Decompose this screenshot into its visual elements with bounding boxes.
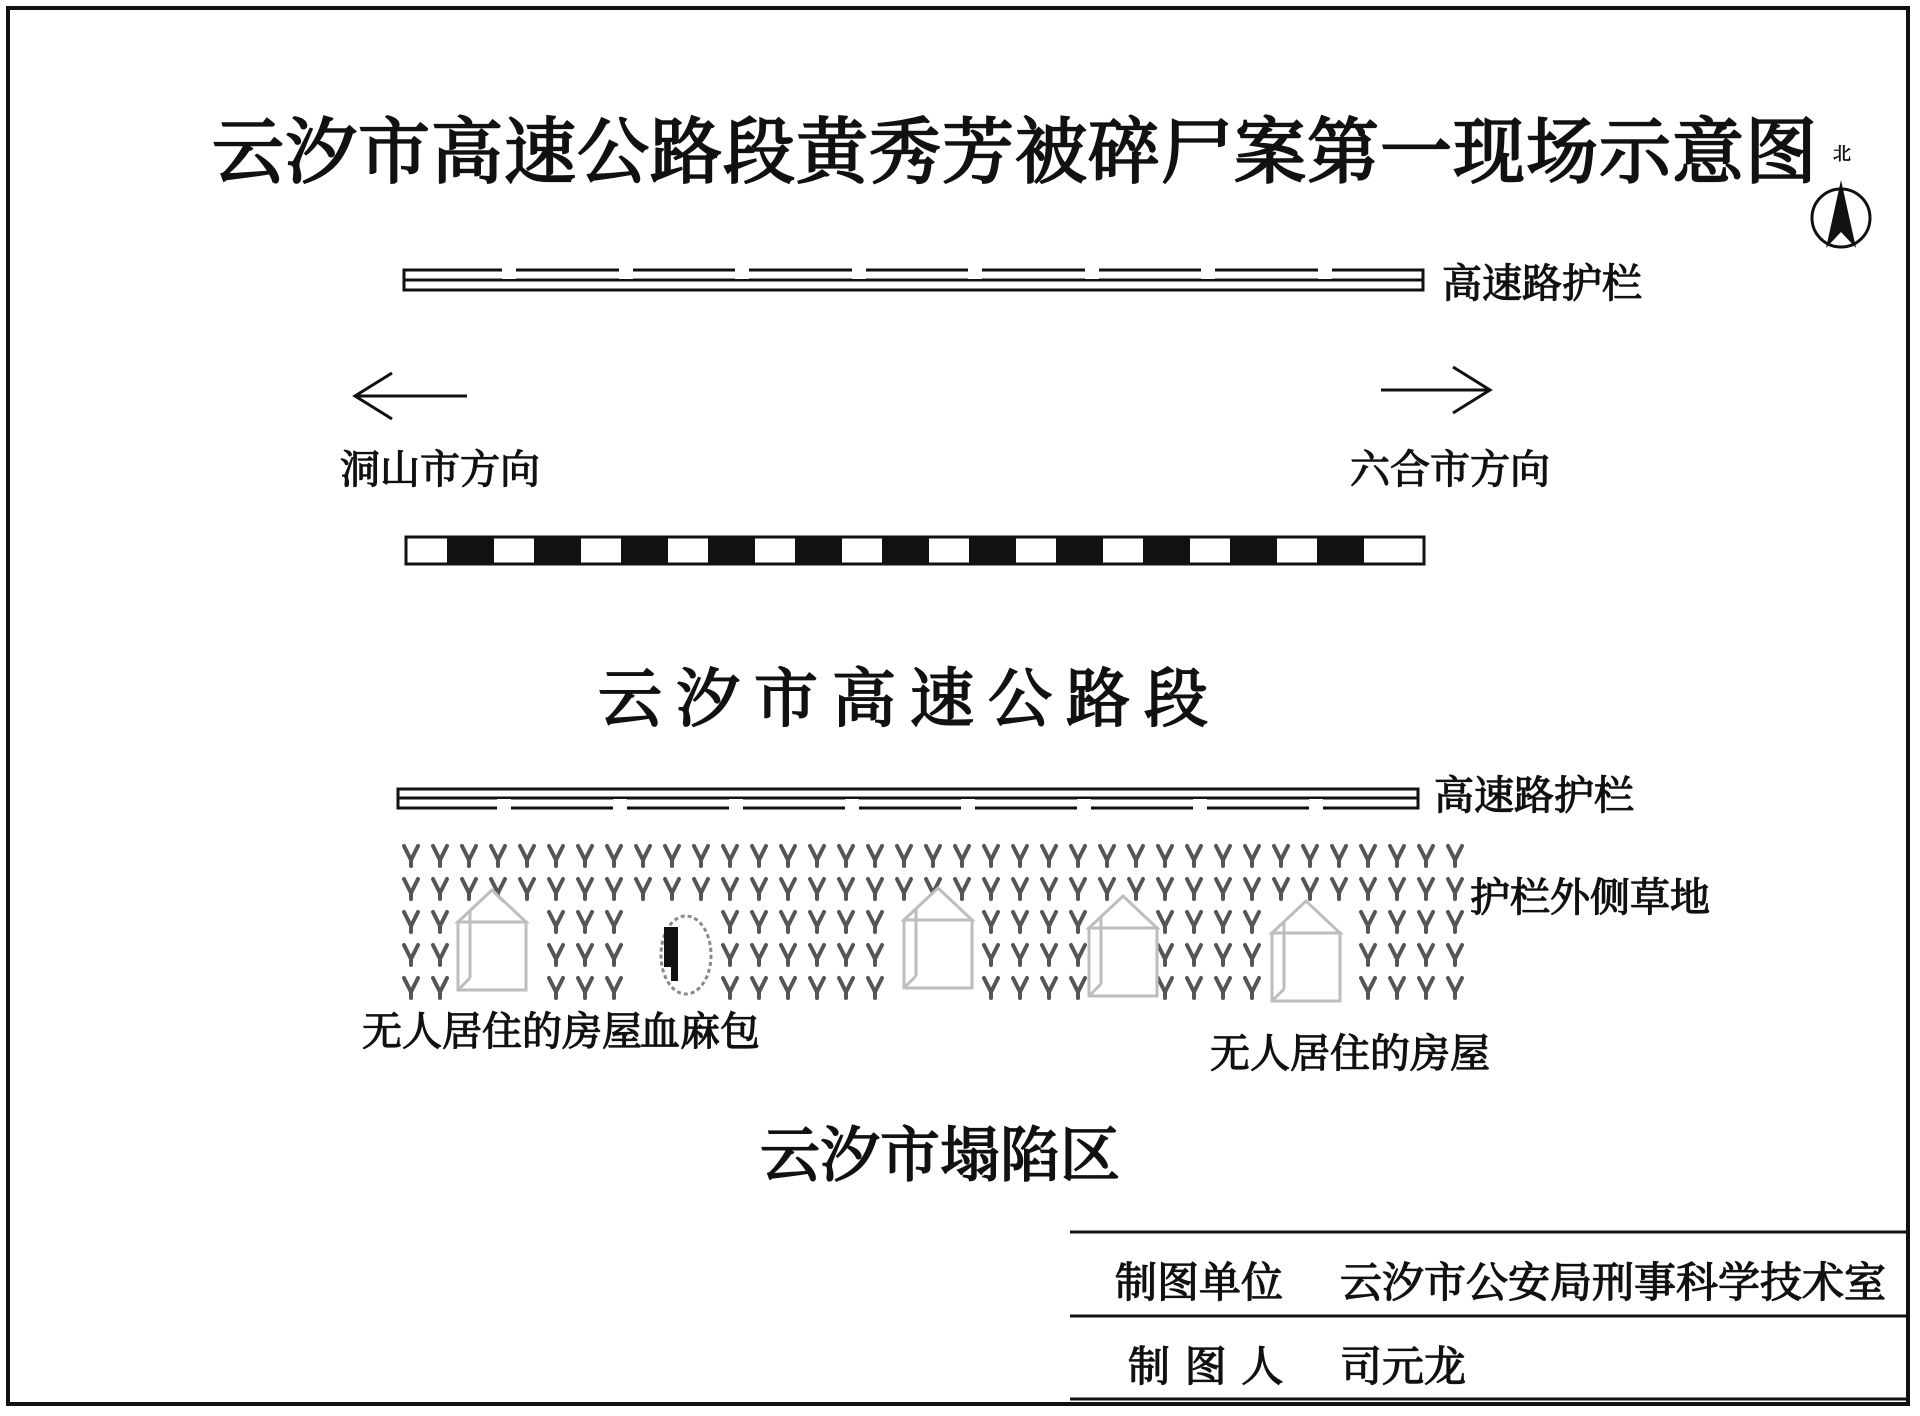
- grass-tuft: [636, 846, 650, 866]
- grass-tuft: [1216, 978, 1230, 998]
- grass-tuft: [694, 846, 708, 866]
- grass-tuft: [723, 879, 737, 899]
- grass-tuft: [1158, 846, 1172, 866]
- grass-tuft: [926, 846, 940, 866]
- house-left-icon: [458, 890, 526, 990]
- grass-tuft: [1187, 912, 1201, 932]
- grass-tuft: [433, 945, 447, 965]
- direction-right-label: 六合市方向: [1350, 447, 1550, 493]
- grass-tuft: [1216, 945, 1230, 965]
- road-dash: [534, 538, 581, 563]
- north-arrow-icon: [1812, 180, 1870, 248]
- road-dash: [1143, 538, 1190, 563]
- grass-tuft: [1390, 978, 1404, 998]
- grass-tuft: [984, 912, 998, 932]
- grass-tuft: [810, 912, 824, 932]
- grass-tuft: [1187, 846, 1201, 866]
- grass-tuft: [665, 879, 679, 899]
- grass-tuft: [1071, 879, 1085, 899]
- grass-tuft: [752, 846, 766, 866]
- grass-tuft: [1158, 879, 1172, 899]
- grass-tuft: [1390, 945, 1404, 965]
- road-center-line: [406, 537, 1424, 564]
- grass-tuft: [1419, 945, 1433, 965]
- grass-tuft: [1419, 912, 1433, 932]
- north-label: 北: [1833, 144, 1851, 165]
- grass-tuft: [665, 846, 679, 866]
- grass-tuft: [1216, 912, 1230, 932]
- grass-tuft: [839, 846, 853, 866]
- grass-tuft: [549, 945, 563, 965]
- grass-tuft: [1013, 846, 1027, 866]
- grass-tuft: [607, 912, 621, 932]
- grass-tuft: [578, 978, 592, 998]
- grass-tuft: [607, 846, 621, 866]
- grass-tuft: [984, 945, 998, 965]
- grass-tuft: [1448, 846, 1462, 866]
- grass-tuft: [955, 846, 969, 866]
- grass-tuft: [1419, 978, 1433, 998]
- grass-tuft: [1390, 846, 1404, 866]
- info-row1-label: 制图单位: [1115, 1258, 1284, 1307]
- grass-tuft: [1303, 879, 1317, 899]
- grass-tuft: [1448, 912, 1462, 932]
- guardrail-bottom: [398, 789, 1418, 808]
- grass-tuft: [404, 846, 418, 866]
- grass-tuft: [1245, 912, 1259, 932]
- grass-tuft: [491, 846, 505, 866]
- grass-tuft: [839, 879, 853, 899]
- arrow-left-icon: [355, 373, 467, 419]
- bag-label: 血麻包: [640, 1009, 760, 1055]
- grass-tuft: [752, 879, 766, 899]
- grass-tuft: [549, 912, 563, 932]
- direction-left-label: 洞山市方向: [340, 447, 540, 493]
- grass-tuft: [1100, 846, 1114, 866]
- grass-tuft: [752, 978, 766, 998]
- grass-tuft: [810, 879, 824, 899]
- grass-tuft: [1042, 912, 1056, 932]
- grass-tuft: [868, 945, 882, 965]
- grass-tuft: [1390, 879, 1404, 899]
- grass-tuft: [723, 846, 737, 866]
- grass-tuft: [897, 846, 911, 866]
- road-section-label: 云汐市高速公路段: [598, 663, 1222, 737]
- info-row2-label: 制 图 人: [1128, 1342, 1284, 1391]
- grass-tuft: [752, 912, 766, 932]
- grass-tuft: [1042, 846, 1056, 866]
- grass-tuft: [607, 978, 621, 998]
- grass-tuft: [781, 879, 795, 899]
- road-dash: [882, 538, 929, 563]
- grass-tuft: [1158, 978, 1172, 998]
- grass-tuft: [1303, 846, 1317, 866]
- grass-tuft: [1448, 978, 1462, 998]
- grass-tuft: [1187, 879, 1201, 899]
- grass-tuft: [404, 879, 418, 899]
- grass-tuft: [723, 978, 737, 998]
- grass-tuft: [810, 945, 824, 965]
- grass-tuft: [955, 879, 969, 899]
- grass-tuft: [607, 879, 621, 899]
- house-left-label: 无人居住的房屋: [362, 1009, 642, 1055]
- road-dash: [1317, 538, 1364, 563]
- grass-tuft: [1071, 912, 1085, 932]
- house-icon: [1089, 896, 1157, 996]
- grass-tuft: [839, 945, 853, 965]
- grass-tuft: [781, 945, 795, 965]
- grass-tuft: [1071, 945, 1085, 965]
- grass-tuft: [1013, 978, 1027, 998]
- house-icon: [904, 888, 972, 988]
- grass-tuft: [1361, 912, 1375, 932]
- road-dash: [1056, 538, 1103, 563]
- grass-tuft: [1274, 879, 1288, 899]
- grass-tuft: [1187, 978, 1201, 998]
- grass-tuft: [1071, 846, 1085, 866]
- grass-tuft: [868, 978, 882, 998]
- road-dash: [621, 538, 668, 563]
- grass-tuft: [1216, 846, 1230, 866]
- grass-tuft: [781, 978, 795, 998]
- grass-tuft: [1245, 879, 1259, 899]
- grass-tuft: [404, 912, 418, 932]
- grass-tuft: [578, 846, 592, 866]
- grass-tuft: [1361, 879, 1375, 899]
- grass-tuft: [578, 945, 592, 965]
- house-right-label: 无人居住的房屋: [1210, 1031, 1490, 1077]
- grass-tuft: [1448, 879, 1462, 899]
- info-row1-value: 云汐市公安局刑事科学技术室: [1340, 1258, 1887, 1307]
- grass-tuft: [1361, 846, 1375, 866]
- road-dash: [1230, 538, 1277, 563]
- grass-tuft: [520, 879, 534, 899]
- grass-tuft: [1332, 846, 1346, 866]
- grass-tuft: [723, 912, 737, 932]
- grass-tuft: [433, 846, 447, 866]
- grass-tuft: [433, 879, 447, 899]
- grass-tuft: [984, 978, 998, 998]
- grass-tuft: [462, 846, 476, 866]
- grass-tuft: [578, 879, 592, 899]
- grass-tuft: [1042, 945, 1056, 965]
- grass-tuft: [984, 879, 998, 899]
- grass-tuft: [781, 846, 795, 866]
- grass-tuft: [868, 912, 882, 932]
- grass-tuft: [868, 879, 882, 899]
- grass-tuft: [1448, 945, 1462, 965]
- grass-tuft: [694, 879, 708, 899]
- subsidence-area-label: 云汐市塌陷区: [760, 1121, 1120, 1191]
- road-dash: [795, 538, 842, 563]
- guardrail-top-label: 高速路护栏: [1442, 261, 1642, 307]
- house-right-icon: [1272, 901, 1340, 1001]
- grass-tuft: [984, 846, 998, 866]
- grass-tuft: [549, 879, 563, 899]
- grass-tuft: [636, 879, 650, 899]
- grass-tuft: [1042, 978, 1056, 998]
- grass-tuft: [1100, 879, 1114, 899]
- grass-tuft: [1013, 912, 1027, 932]
- arrow-right-icon: [1381, 367, 1490, 413]
- grass-tuft: [1129, 879, 1143, 899]
- grass-tuft: [549, 846, 563, 866]
- grass-tuft: [723, 945, 737, 965]
- grass-tuft: [781, 912, 795, 932]
- grass-tuft: [897, 879, 911, 899]
- grass-tuft: [1071, 978, 1085, 998]
- grass-tuft: [1245, 978, 1259, 998]
- grass-tuft: [520, 846, 534, 866]
- grass-tuft: [404, 978, 418, 998]
- guardrail-bottom-label: 高速路护栏: [1434, 773, 1634, 819]
- grass-tuft: [1042, 879, 1056, 899]
- grass-tuft: [810, 846, 824, 866]
- grass-tuft: [462, 879, 476, 899]
- grass-tuft: [578, 912, 592, 932]
- grass-tuft: [1013, 879, 1027, 899]
- grass-tuft: [868, 846, 882, 866]
- info-row2-value: 司元龙: [1340, 1342, 1467, 1391]
- grass-tuft: [1419, 846, 1433, 866]
- page-title: 云汐市高速公路段黄秀芳被碎尸案第一现场示意图: [212, 110, 1819, 194]
- grass-tuft: [607, 945, 621, 965]
- grass-tuft: [1013, 945, 1027, 965]
- grass-tuft: [1419, 879, 1433, 899]
- grass-tuft: [839, 912, 853, 932]
- guardrail-top: [404, 270, 1423, 290]
- grass-tuft: [1129, 846, 1143, 866]
- grass-tuft: [1216, 879, 1230, 899]
- road-dash: [447, 538, 494, 563]
- grass-label: 护栏外侧草地: [1470, 875, 1710, 921]
- grass-tuft: [1361, 978, 1375, 998]
- grass-tuft: [433, 978, 447, 998]
- grass-tuft: [810, 978, 824, 998]
- grass-tuft: [1245, 945, 1259, 965]
- grass-tuft: [1390, 912, 1404, 932]
- grass-tuft: [549, 978, 563, 998]
- grass-tuft: [1158, 945, 1172, 965]
- grass-tuft: [1187, 945, 1201, 965]
- road-dash: [708, 538, 755, 563]
- grass-tuft: [839, 978, 853, 998]
- grass-tuft: [433, 912, 447, 932]
- blood-bag-icon: [661, 916, 711, 994]
- grass-tuft: [752, 945, 766, 965]
- grass-tuft: [1361, 945, 1375, 965]
- grass-tuft: [1245, 846, 1259, 866]
- road-dash: [969, 538, 1016, 563]
- grass-tuft: [1332, 879, 1346, 899]
- grass-tuft: [1274, 846, 1288, 866]
- grass-tuft: [404, 945, 418, 965]
